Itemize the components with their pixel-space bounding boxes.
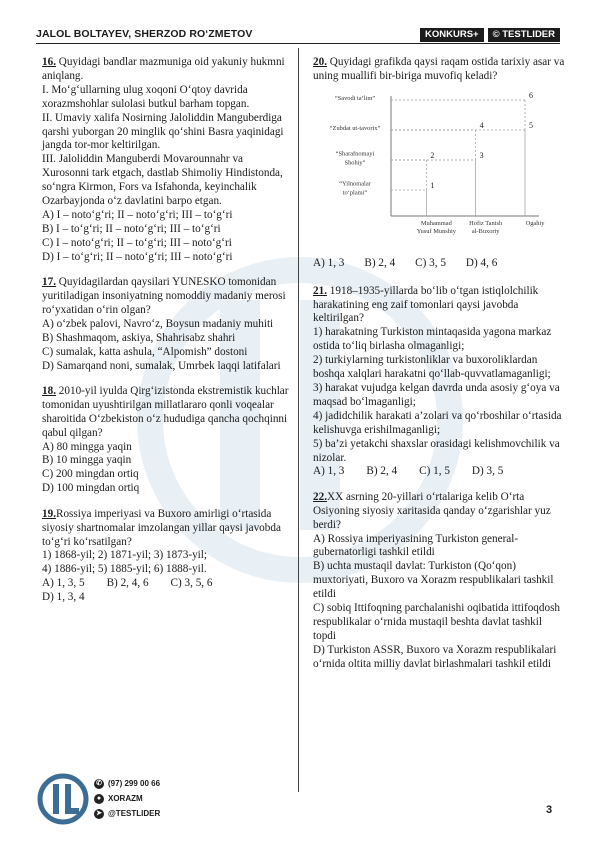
question-text: Quyidagi grafikda qaysi raqam ostida tarixiy asar va uning muallifi bir-biriga muvofiq keladi? — [313, 56, 565, 82]
point-label: 5 — [529, 120, 533, 130]
question-text: Quyidagilardan qaysilari YUNESKO tomonidan yuritiladigan insoniyatning nomoddiy madaniy merosi ro‘yxatidan o‘rin olgan? — [42, 276, 286, 316]
option-a[interactable]: A) 1, 3 — [313, 256, 345, 269]
author-work-chart — [313, 88, 553, 248]
phone-icon: ✆ — [94, 779, 104, 789]
telegram-handle[interactable]: @TESTLIDER — [108, 809, 161, 818]
testlider-tag: © TESTLIDER — [488, 28, 560, 42]
option-b[interactable]: B) uchta mustaqil davlat: Turkiston (Qo‘qon) muxtoriyati, Buxoro va Xorazm respublikalari tashkil etildi — [313, 560, 554, 601]
option-a[interactable]: A) 1, 3 — [313, 465, 345, 478]
point-label: 4 — [479, 120, 484, 130]
question-text: 2010-yil iyulda Qirg‘izistonda ekstremistik kuchlar tomonidan uyushtirilgan millatlararo qonli voqealar sharoitida O‘zbekiston o‘z hududiga qancha qochqinni qabul qilgan? — [42, 384, 289, 439]
left-column — [42, 56, 292, 617]
page-header — [36, 28, 560, 42]
point-label: 3 — [479, 150, 484, 160]
question-text: Rossiya imperiyasi va Buxoro amirligi o‘rtasida siyosiy shartnomalar imzolangan yillar qaysi javobda to‘g‘ri ko‘rsatilgan? — [42, 507, 281, 548]
x-tick-label: Yusuf Munshiy — [416, 227, 456, 235]
option-d[interactable]: D) 3, 5 — [471, 465, 504, 478]
option-a[interactable]: A) 80 mingga yaqin — [42, 440, 132, 453]
location-icon: ● — [94, 794, 104, 804]
question-number: 16. — [42, 56, 56, 68]
question-19 — [42, 508, 292, 605]
statement: 4) jadidchilik harakati a’zolari va qo‘rboshilar o‘rtasida kelishuvga erishilmaganligi; — [313, 409, 562, 436]
x-tick-label: al-Buxoriy — [471, 227, 500, 235]
question-number: 22. — [313, 490, 327, 503]
question-16 — [42, 56, 292, 265]
header-divider — [36, 43, 560, 44]
statement: 1) harakatning Turkiston mintaqasida yagona markaz ostida to‘liq birlasha olmaganligi; — [313, 326, 552, 353]
region: XORAZM — [108, 794, 143, 803]
column-divider — [298, 48, 299, 792]
option-c[interactable]: C) sumalak, katta ashula, “Alpomish” dostoni — [42, 345, 248, 358]
option-b[interactable]: B) 2, 4 — [366, 465, 398, 478]
point-label: 2 — [430, 150, 435, 160]
question-number: 18. — [42, 384, 56, 397]
option-c[interactable]: C) 200 mingdan ortiq — [42, 468, 139, 481]
statement: 2) turkiylarning turkistonliklar va buxoroliklardan boshqa xalqlari harakatni qo‘llab-quvvatlamaganligi; — [313, 354, 551, 381]
x-tick-label: Muhammad — [420, 219, 452, 227]
option-c[interactable]: C) 3, 5, 6 — [170, 577, 213, 590]
x-tick-label: Ogahiy — [525, 219, 545, 227]
option-d[interactable]: D) Samarqand noni, sumalak, Umrbek laqqi latifalari — [42, 359, 281, 372]
question-text: XX asrning 20-yillari o‘rtalariga kelib O‘rta Osiyoning siyosiy xaritasida qanday o‘zgarishlar yuz berdi? — [313, 490, 551, 531]
page-number: 3 — [546, 804, 553, 816]
y-tick-label: “Yilnomalar — [339, 180, 371, 188]
right-column — [313, 56, 565, 683]
x-tick-label: Hofiz Tanish — [469, 219, 503, 227]
question-22 — [313, 491, 565, 672]
option-b[interactable]: B) Shashmaqom, askiya, Shahrisabz shahri — [42, 331, 236, 344]
y-tick-label: “Zubdat ut-tavorix” — [329, 124, 381, 132]
option-a[interactable]: A) I – noto‘g‘ri; II – noto‘g‘ri; III – to‘g‘ri — [42, 208, 233, 221]
question-18 — [42, 385, 292, 496]
option-c[interactable]: C) sobiq Ittifoqning parchalanishi oqibatida ittifoqdosh respublikalar o‘rnida mustaqil beshta davlat tashkil topdi — [313, 602, 561, 642]
question-number: 21. — [313, 284, 327, 297]
point-label: 6 — [529, 90, 533, 100]
question-17 — [42, 276, 292, 373]
phone-number: (97) 299 00 66 — [108, 779, 161, 788]
y-tick-label: “Sharafnomayi — [335, 150, 375, 158]
telegram-icon: ➤ — [94, 809, 104, 819]
statement: 3) harakat vujudga kelgan davrda unda asosiy g‘oya va maqsad bo‘lmaganligi; — [313, 381, 560, 408]
option-a[interactable]: A) o‘zbek palovi, Navro‘z, Boysun madaniy muhiti — [42, 317, 274, 330]
option-c[interactable]: C) I – noto‘g‘ri; II – to‘g‘ri; III – noto‘g‘ri — [42, 236, 232, 249]
question-number: 17. — [42, 276, 56, 289]
choice-list: 4) 1886-yil; 5) 1885-yil; 6) 1888-yil. — [42, 563, 207, 576]
option-c[interactable]: C) 1, 5 — [419, 465, 450, 478]
option-d[interactable]: D) Turkiston ASSR, Buxoro va Xorazm respublikalari o‘rnida oltita milliy davlat birlashmalari tashkil etildi — [313, 643, 557, 670]
question-21 — [313, 285, 565, 480]
y-tick-label: “Savodi ta’lim” — [334, 94, 376, 102]
option-a[interactable]: A) Rossiya imperiyasining Turkiston general-gubernatorligi tashkil etildi — [313, 532, 519, 559]
contact-info — [94, 776, 160, 821]
choice-list: 1) 1868-yil; 2) 1871-yil; 3) 1873-yil; — [42, 549, 207, 562]
statement: III. Jaloliddin Manguberdi Movarounnahr va Xurosonni tark etgach, dastlab Shimoliy Hindistonda, so‘ngra Kirmon, Fors va Isfahonda, keyinchalik Ozarbayjonda o‘z davlatini barpo etgan. — [42, 153, 283, 208]
authors-title: JALOL BOLTAYEV, SHERZOD RO‘ZMETOV — [36, 28, 253, 40]
y-tick-label: Shohiy” — [344, 159, 366, 167]
option-d[interactable]: D) 100 mingdan ortiq — [42, 482, 140, 495]
option-d[interactable]: D) 1, 3, 4 — [42, 591, 85, 604]
statement: I. Mo‘g‘ullarning ulug xoqoni O‘qtoy davrida xorazmshohlar sulolasi butkul barham topgan. — [42, 83, 250, 110]
option-d[interactable]: D) 4, 6 — [465, 256, 498, 269]
option-a[interactable]: A) 1, 3, 5 — [42, 577, 85, 590]
statement: II. Umaviy xalifa Nosirning Jaloliddin Manguberdiga qarshi yuborgan 20 minglik qo‘shini Basra yaqinidagi jangda tor-mor keltirilgan. — [42, 111, 284, 152]
option-b[interactable]: B) 2, 4 — [364, 256, 396, 269]
y-tick-label: to‘plami” — [342, 189, 368, 197]
statement: 5) ba’zi yetakchi shaxslar orasidagi kelishmovchilik va nizolar. — [313, 437, 560, 464]
question-text: 1918–1935-yillarda bo‘lib o‘tgan istiqlolchilik harakatining eng zaif tomonlari qaysi javobda keltirilgan? — [313, 284, 539, 325]
testlider-logo — [36, 772, 90, 826]
question-text: Quyidagi bandlar mazmuniga oid yakuniy hukmni aniqlang. — [42, 56, 285, 82]
question-number: 20. — [313, 56, 327, 68]
point-label: 1 — [430, 180, 435, 190]
option-c[interactable]: C) 3, 5 — [415, 256, 446, 269]
question-20 — [313, 56, 565, 271]
konkurs-tag: KONKURS+ — [420, 28, 484, 42]
question-number: 19. — [42, 507, 56, 520]
option-b[interactable]: B) 10 mingga yaqin — [42, 454, 132, 467]
option-b[interactable]: B) 2, 4, 6 — [106, 577, 149, 590]
option-d[interactable]: D) I – to‘g‘ri; II – noto‘g‘ri; III – noto‘g‘ri — [42, 250, 233, 263]
option-b[interactable]: B) I – to‘g‘ri; II – noto‘g‘ri; III – to‘g‘ri — [42, 222, 221, 235]
